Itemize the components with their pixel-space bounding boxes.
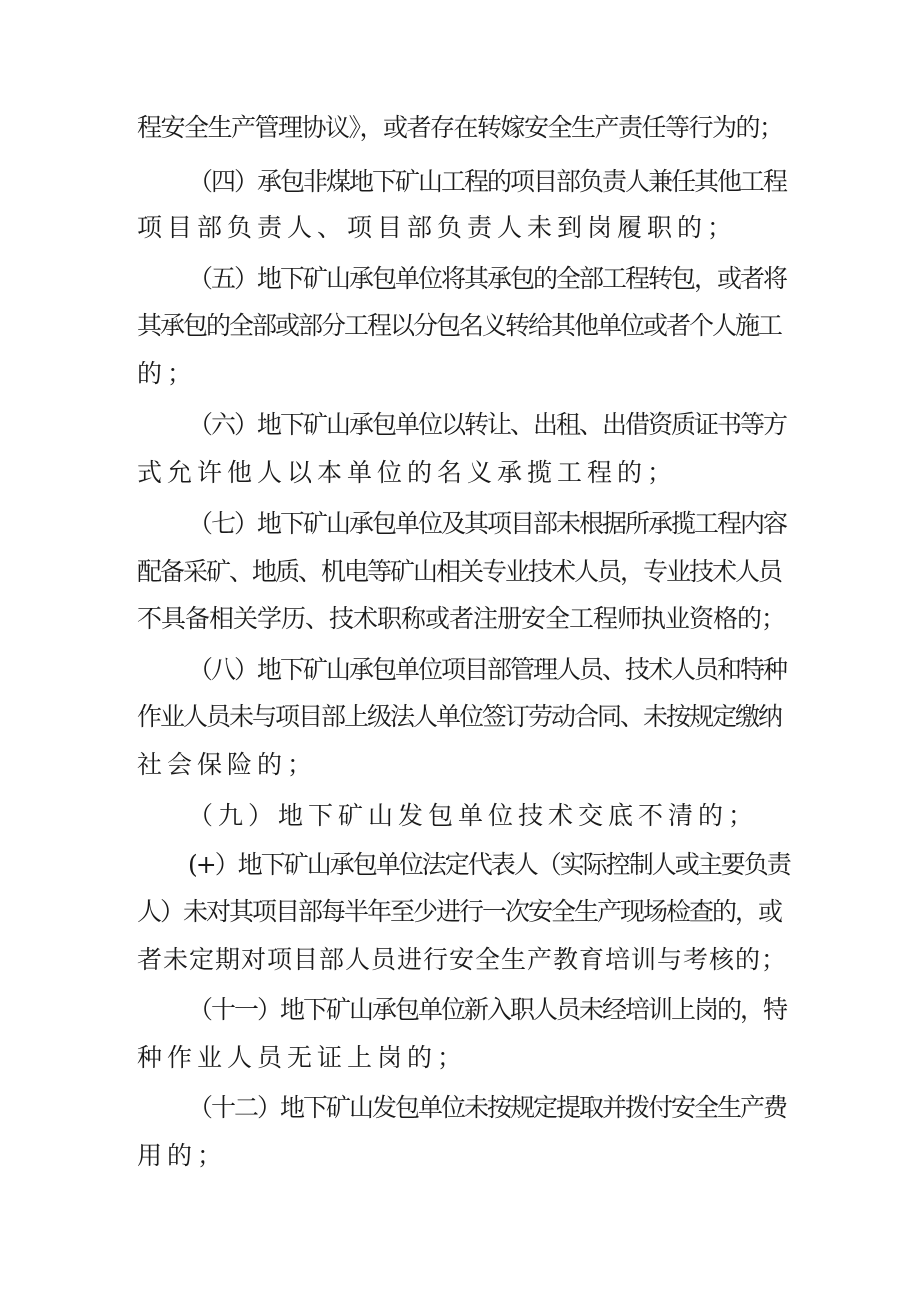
text-line: （九）地下矿山发包单位技术交底不清的； bbox=[188, 801, 759, 830]
text-line: 不具备相关学历、技术职称或者注册安全工程师执业资格的； bbox=[137, 604, 786, 633]
text-line: 其承包的全部或部分工程以分包名义转给其他单位或者个人施工 bbox=[137, 311, 782, 340]
text-line: （五）地下矿山承包单位将其承包的全部工程转包，或者将 bbox=[188, 264, 787, 293]
text-line: 配备采矿、地质、机电等矿山相关专业技术人员，专业技术人员 bbox=[137, 557, 782, 586]
text-line: 种作业人员无证上岗的； bbox=[137, 1043, 468, 1072]
text-line: 程安全生产管理协议》，或者存在转嫁安全生产责任等行为的； bbox=[137, 113, 783, 142]
text-line: 式允许他人以本单位的名义承揽工程的； bbox=[137, 458, 678, 487]
text-line: 者未定期对项目部人员进行安全生产教育培训与考核的； bbox=[137, 945, 788, 974]
text-line: （十一）地下矿山承包单位新入职人员未经培训上岗的，特 bbox=[188, 995, 787, 1024]
text-line: 作业人员未与项目部上级法人单位签订劳动合同、未按规定缴纳 bbox=[137, 702, 782, 731]
text-line: （四）承包非煤地下矿山工程的项目部负责人兼任其他工程 bbox=[188, 167, 787, 196]
text-line: 的； bbox=[137, 359, 198, 388]
text-line: (+）地下矿山承包单位法定代表人（实际控制人或主要负责 bbox=[188, 850, 790, 879]
text-line: （十二）地下矿山发包单位未按规定提取并拨付安全生产费 bbox=[188, 1093, 787, 1122]
text-line: 人）未对其项目部每半年至少进行一次安全生产现场检查的，或 bbox=[137, 897, 782, 926]
text-line: （六）地下矿山承包单位以转让、出租、出借资质证书等方 bbox=[188, 410, 787, 439]
text-line: （七）地下矿山承包单位及其项目部未根据所承揽工程内容 bbox=[188, 509, 787, 538]
text-line: （八）地下矿山承包单位项目部管理人员、技术人员和特种 bbox=[188, 655, 787, 684]
text-line: 项目部负责人、项目部负责人未到岗履职的； bbox=[137, 213, 738, 242]
text-line: 社会保险的； bbox=[137, 750, 318, 779]
text-line: 用的； bbox=[137, 1141, 228, 1170]
